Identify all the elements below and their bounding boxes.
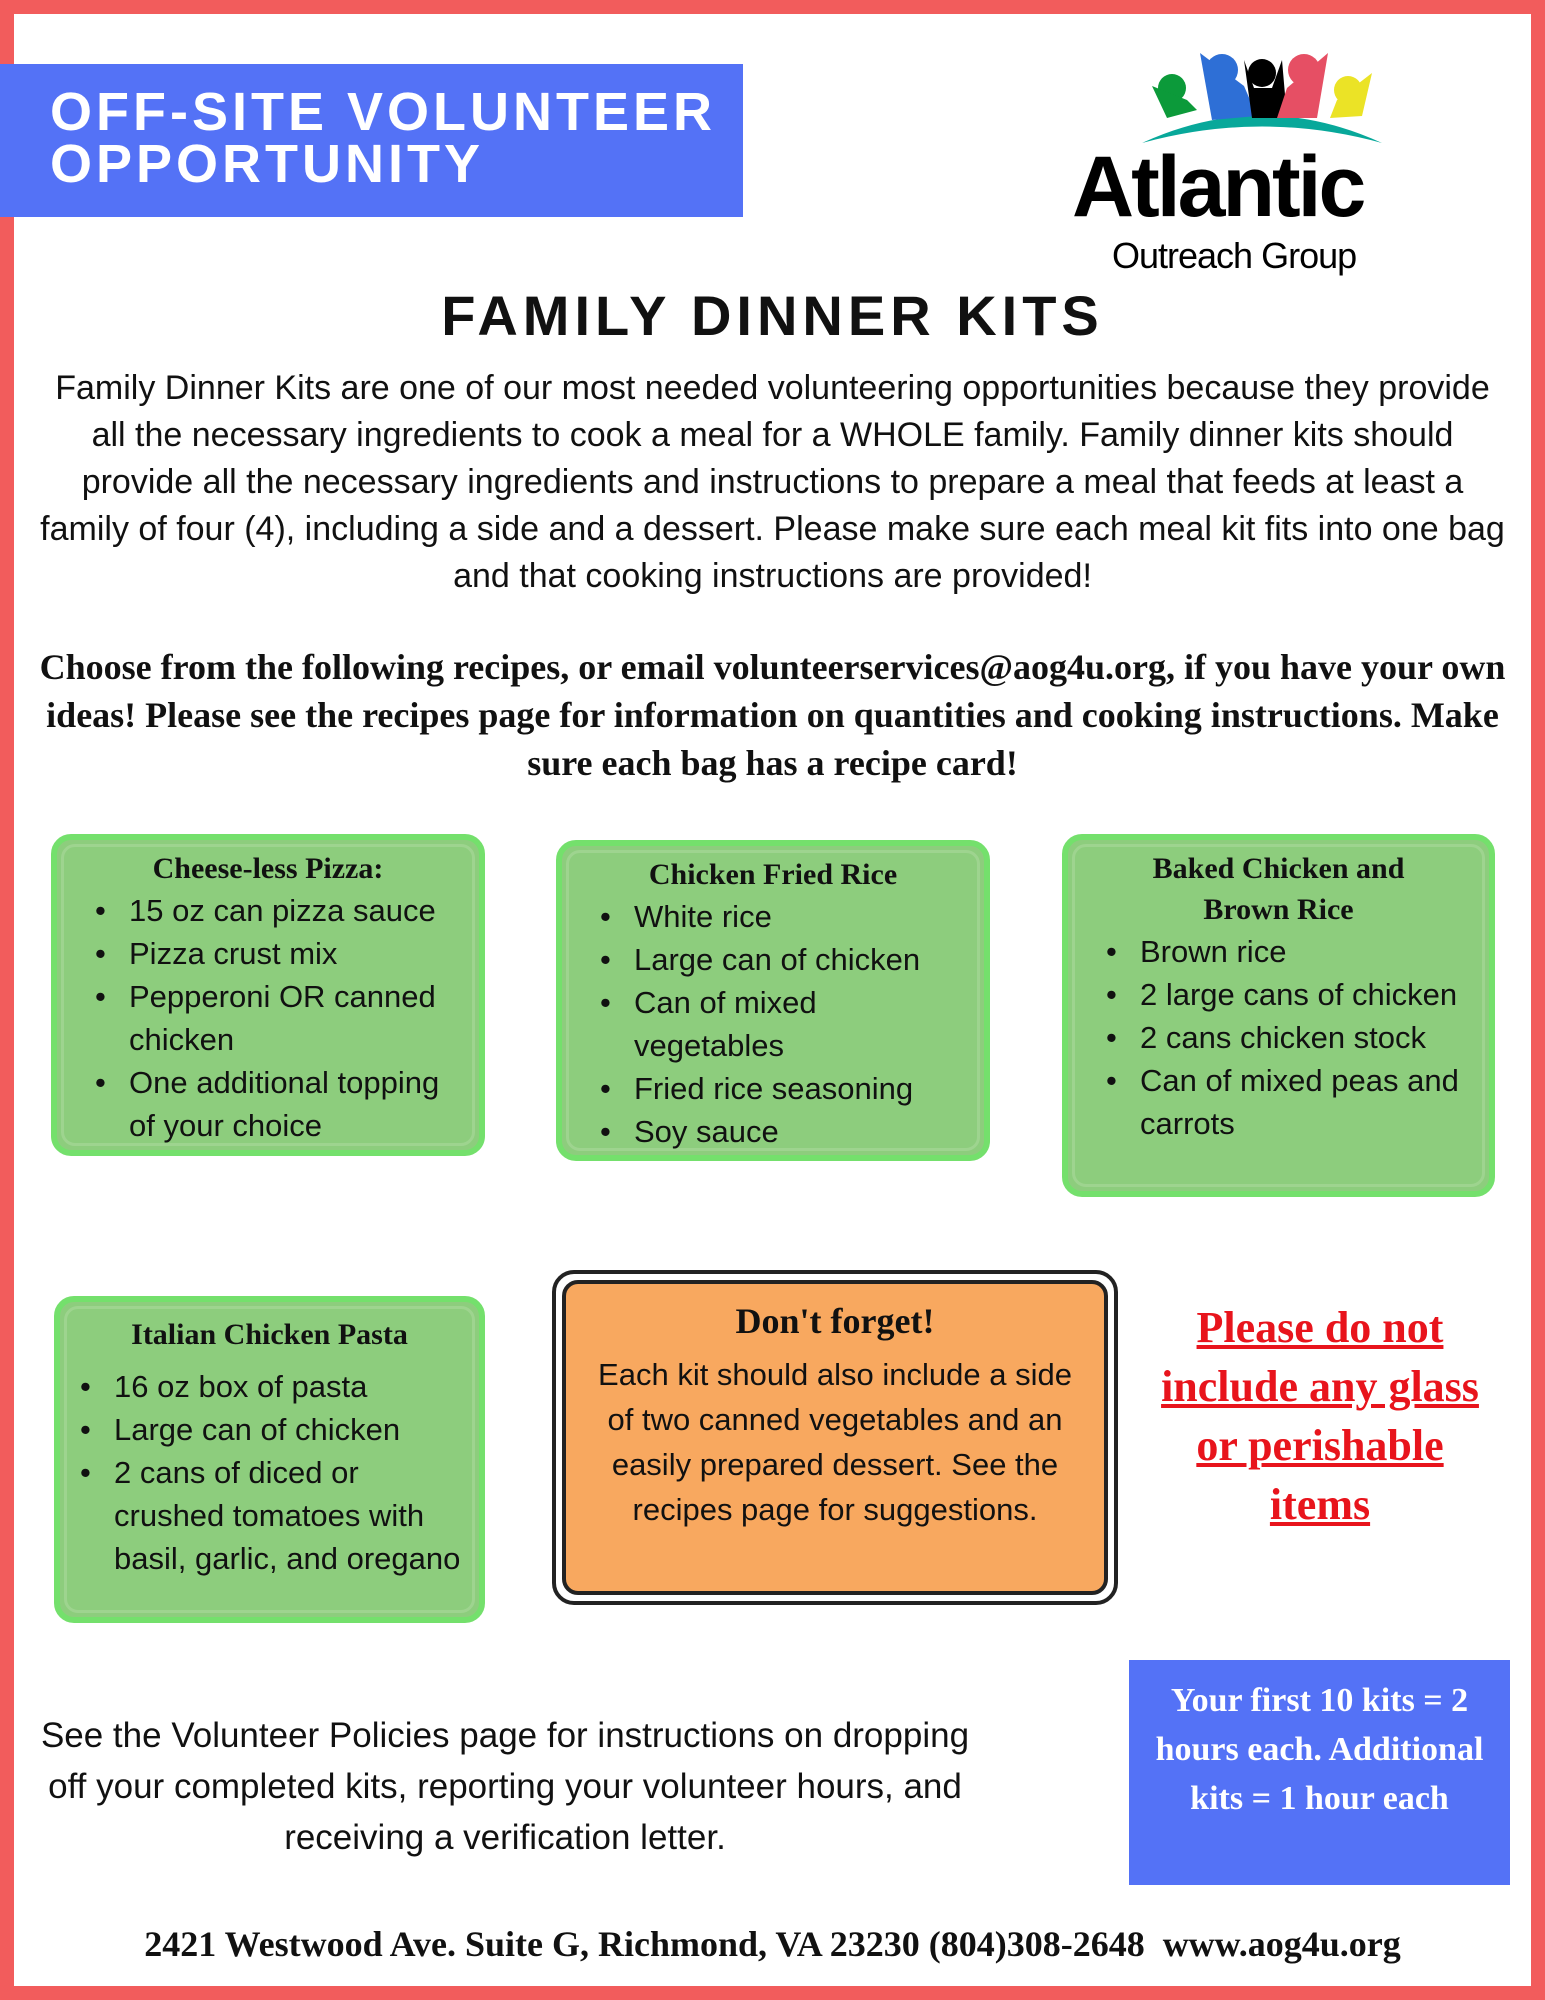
recipe-title: Baked Chicken and Brown Rice bbox=[1152, 852, 1405, 926]
recipe-card-fried-rice bbox=[556, 840, 990, 1161]
dont-forget-box bbox=[552, 1270, 1118, 1605]
ingredient: • 2 cans of diced or crushed tomatoes with basil, garlic, and oregano bbox=[56, 1451, 465, 1580]
ingredient: • Can of mixed peas and carrots bbox=[1082, 1059, 1475, 1145]
ingredient: • One additional topping of your choice bbox=[71, 1061, 465, 1147]
intro-paragraph: Family Dinner Kits are one of our most needed volunteering opportunities because they provide all the necessary ingredients to cook a meal for a WHOLE family. Family dinner kits should provide all the necessary ingredients and instructions to prepare a meal that feeds at least a family of four (4), including a side and a dessert. Please make sure each meal kit fits into one bag and that cooking instructions are provided! bbox=[40, 369, 1505, 595]
no-glass-warning: Please do not include any glass or perishable items bbox=[1161, 1303, 1479, 1529]
recipe-title: Chicken Fried Rice bbox=[648, 858, 898, 891]
offsite-banner bbox=[0, 64, 743, 217]
recipe-title: Italian Chicken Pasta bbox=[131, 1318, 408, 1351]
ingredient: • Fried rice seasoning bbox=[576, 1067, 970, 1110]
banner-line-1: OFF-SITE VOLUNTEER bbox=[50, 82, 716, 142]
logo-subtitle: Outreach Group bbox=[1112, 235, 1357, 276]
contact-footer: 2421 Westwood Ave. Suite G, Richmond, VA 23230 (804)308-2648 www.aog4u.org bbox=[144, 1924, 1401, 1964]
ingredient: • 16 oz box of pasta bbox=[56, 1365, 465, 1408]
ingredient: • 15 oz can pizza sauce bbox=[71, 889, 465, 932]
reminder-title: Don't forget! bbox=[735, 1301, 935, 1341]
ingredient: • Can of mixed vegetables bbox=[576, 981, 970, 1067]
atlantic-logo bbox=[1072, 48, 1472, 280]
ingredient: • 2 large cans of chicken bbox=[1082, 973, 1475, 1016]
ingredient: • Brown rice bbox=[1082, 930, 1475, 973]
ingredient: • Pepperoni OR canned chicken bbox=[71, 975, 465, 1061]
page-title: FAMILY DINNER KITS bbox=[441, 284, 1104, 347]
reminder-text: Each kit should also include a side of two canned vegetables and an easily prepared dessert. See the recipes page for suggestions. bbox=[598, 1357, 1072, 1527]
recipe-card-pasta bbox=[54, 1296, 485, 1623]
logo-wordmark: Atlantic bbox=[1072, 139, 1364, 235]
people-logo-icon bbox=[1072, 48, 1442, 148]
hours-credit-box: Your first 10 kits = 2 hours each. Additional kits = 1 hour each bbox=[1129, 1660, 1510, 1885]
policies-paragraph: See the Volunteer Policies page for instructions on dropping off your completed kits, reporting your volunteer hours, and receiving a verification letter. bbox=[40, 1716, 970, 1857]
ingredient: • Large can of chicken bbox=[576, 938, 970, 981]
banner-line-2: OPPORTUNITY bbox=[50, 134, 485, 194]
recipe-card-baked-chicken bbox=[1062, 834, 1495, 1197]
ingredient: • Large can of chicken bbox=[56, 1408, 465, 1451]
choose-recipes-paragraph: Choose from the following recipes, or email volunteerservices@aog4u.org, if you have your own ideas! Please see the recipes page for information on quantities and cooking instructions. Make sure each bag has a recipe card! bbox=[39, 647, 1506, 783]
ingredient: • 2 cans chicken stock bbox=[1082, 1016, 1475, 1059]
recipe-card-pizza bbox=[51, 834, 485, 1156]
ingredient: • Pizza crust mix bbox=[71, 932, 465, 975]
ingredient: • White rice bbox=[576, 895, 970, 938]
ingredient: • Soy sauce bbox=[576, 1110, 970, 1153]
recipe-title: Cheese-less Pizza: bbox=[152, 852, 384, 885]
